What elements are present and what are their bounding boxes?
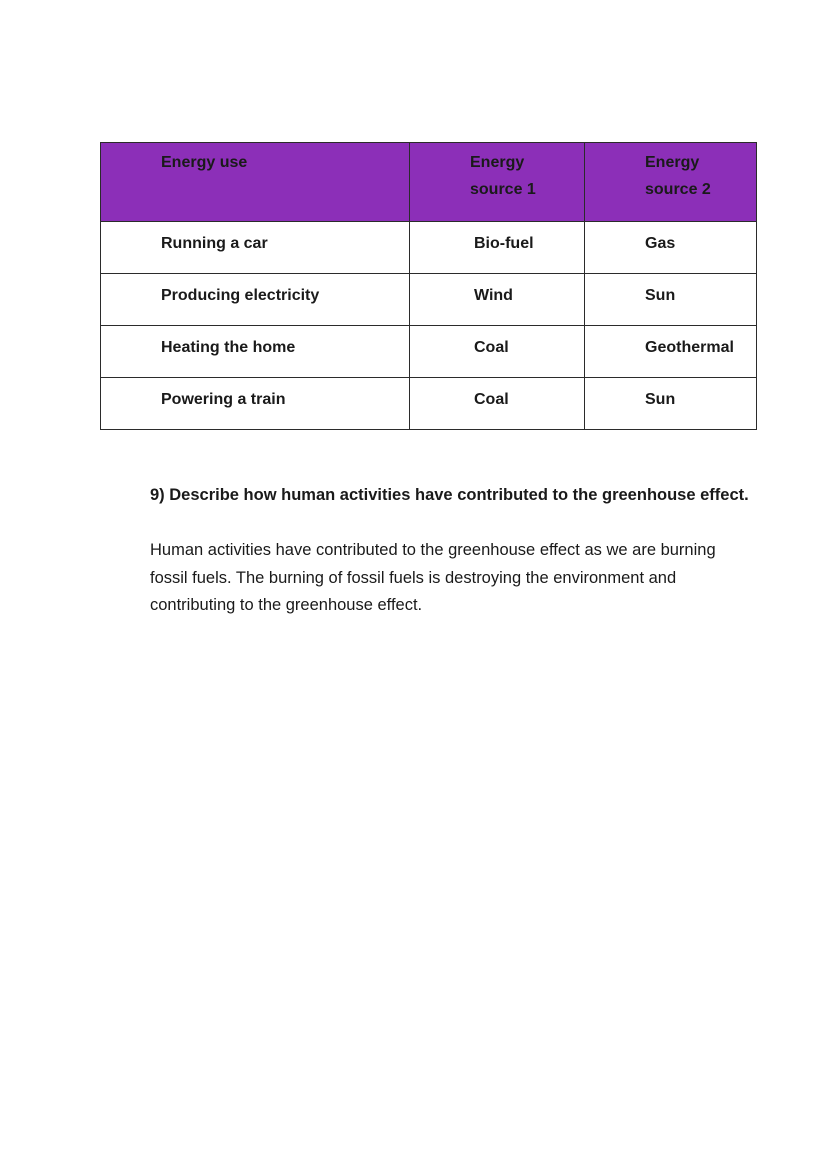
table-row <box>101 326 757 378</box>
cell-source-2: Gas <box>585 222 757 274</box>
cell-source-2: Sun <box>585 274 757 326</box>
question-text: 9) Describe how human activities have contributed to the greenhouse effect. <box>150 486 749 504</box>
table-row <box>101 222 757 274</box>
table-row <box>101 274 757 326</box>
cell-source-2: Sun <box>585 378 757 430</box>
energy-table <box>100 142 757 430</box>
cell-source-1: Wind <box>410 274 585 326</box>
cell-source-1: Bio-fuel <box>410 222 585 274</box>
header-energy-use: Energy use <box>101 143 410 222</box>
cell-energy-use: Producing electricity <box>101 274 410 326</box>
cell-source-2: Geothermal <box>585 326 757 378</box>
cell-energy-use: Powering a train <box>101 378 410 430</box>
header-energy-source-1: Energy source 1 <box>410 143 585 222</box>
cell-energy-use: Running a car <box>101 222 410 274</box>
table-row <box>101 378 757 430</box>
cell-energy-use: Heating the home <box>101 326 410 378</box>
cell-source-1: Coal <box>410 326 585 378</box>
cell-source-1: Coal <box>410 378 585 430</box>
table-header-row <box>101 143 757 222</box>
answer-text: Human activities have contributed to the greenhouse effect as we are burning fossil fuels. The burning of fossil fuels is destroying the environment and contributing to the greenhouse effect. <box>150 541 716 614</box>
header-energy-source-2: Energy source 2 <box>585 143 757 222</box>
